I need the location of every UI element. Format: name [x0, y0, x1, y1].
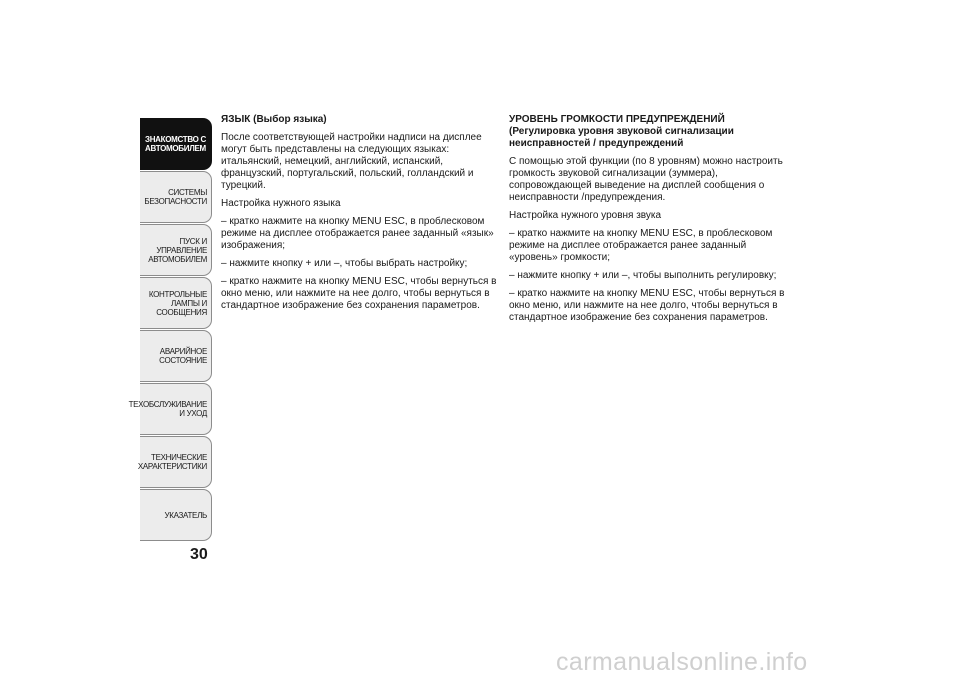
- tab-sistemy-bezopasnosti[interactable]: [140, 171, 212, 223]
- tab-tehnicheskie-harakteristiki[interactable]: [137, 436, 212, 488]
- paragraph: – кратко нажмите на кнопку MENU ESC, чтобы вернуться в окно меню, или нажмите на нее долго, чтобы вернуться в стандартное изображение без сохранения параметров.: [221, 276, 497, 311]
- paragraph: – нажмите кнопку + или –, чтобы выполнить регулировку;: [509, 270, 777, 281]
- tab-znakomstvo[interactable]: [140, 118, 212, 170]
- paragraph: Настройка нужного языка: [221, 198, 341, 209]
- section-heading: ЯЗЫК (Выбор языка): [221, 114, 327, 125]
- paragraph: – кратко нажмите на кнопку MENU ESC, в проблесковом режиме на дисплее отображается ранее заданный «уровень» громкости;: [509, 228, 773, 263]
- left-column: [221, 114, 499, 318]
- tab-label: АВАРИЙНОЕ СОСТОЯНИЕ: [159, 347, 207, 365]
- tab-avariynoe-sostoyanie[interactable]: [140, 330, 212, 382]
- section-tabs: [128, 118, 212, 544]
- tab-label: ТЕХОБСЛУЖИВАНИЕ И УХОД: [128, 400, 207, 418]
- paragraph: – нажмите кнопку + или –, чтобы выбрать настройку;: [221, 258, 468, 269]
- paragraph: Настройка нужного уровня звука: [509, 210, 662, 221]
- section-heading: УРОВЕНЬ ГРОМКОСТИ ПРЕДУПРЕЖДЕНИЙ: [509, 114, 725, 125]
- tab-tehobsluzhivanie[interactable]: [128, 383, 212, 435]
- section-subheading: (Регулировка уровня звуковой сигнализации неисправностей / предупреждений: [509, 126, 734, 149]
- paragraph: С помощью этой функции (по 8 уровням) можно настроить громкость звуковой сигнализации (зуммера), сопровождающей выведение на дисплей сообщения о неисправности /предупреждения.: [509, 156, 783, 203]
- tab-kontrolnye-lampy[interactable]: [140, 277, 212, 329]
- tab-label: СИСТЕМЫ БЕЗОПАСНОСТИ: [144, 188, 207, 206]
- tab-ukazatel[interactable]: [140, 489, 212, 541]
- right-column: [509, 114, 787, 330]
- tab-label: ТЕХНИЧЕСКИЕ ХАРАКТЕРИСТИКИ: [137, 453, 207, 471]
- tab-pusk-upravlenie[interactable]: [140, 224, 212, 276]
- page-number: 30: [190, 546, 208, 563]
- paragraph: – кратко нажмите на кнопку MENU ESC, чтобы вернуться в окно меню, или нажмите на нее долго, чтобы вернуться в стандартное изображение без сохранения параметров.: [509, 288, 785, 323]
- tab-label: ЗНАКОМСТВО С АВТОМОБИЛЕМ: [144, 135, 206, 153]
- tab-label: ПУСК И УПРАВЛЕНИЕ АВТОМОБИЛЕМ: [148, 236, 207, 264]
- tab-label: КОНТРОЛЬНЫЕ ЛАМПЫ И СООБЩЕНИЯ: [148, 289, 207, 317]
- watermark: carmanualsonline.info: [556, 648, 808, 676]
- paragraph: – кратко нажмите на кнопку MENU ESC, в проблесковом режиме на дисплее отображается ранее заданный «язык» изображения;: [221, 216, 494, 251]
- paragraph: После соответствующей настройки надписи на дисплее могут быть представлены на следующих языках: итальянский, немецкий, английский, испанский, французский, португальский, польский, голландский и турецкий.: [221, 132, 482, 191]
- tab-label: УКАЗАТЕЛЬ: [164, 510, 207, 520]
